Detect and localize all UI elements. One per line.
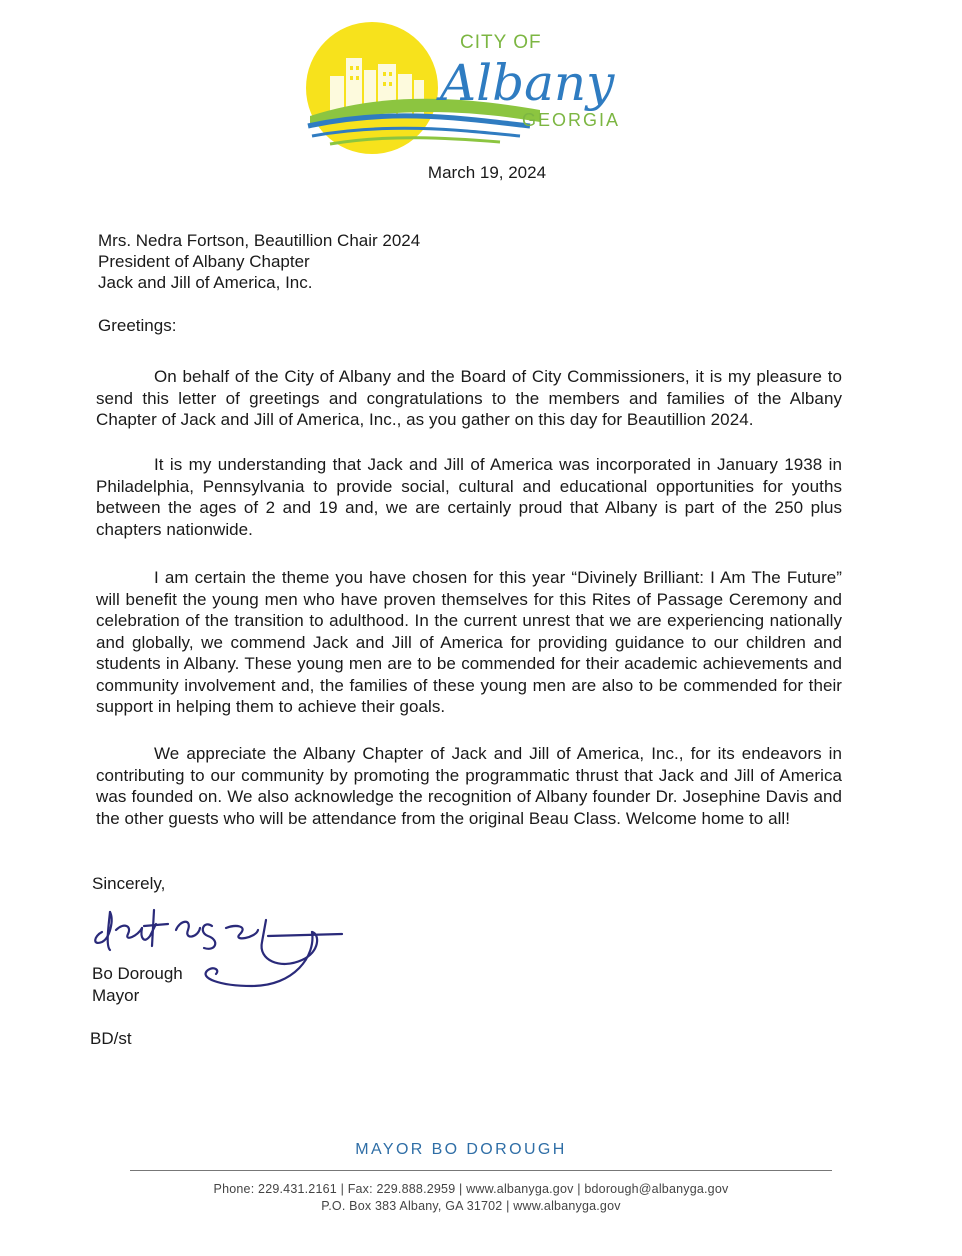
recipient-line-3: Jack and Jill of America, Inc. <box>98 273 313 292</box>
footer-address-line: P.O. Box 383 Albany, GA 31702 | www.albanyga.gov <box>321 1199 621 1213</box>
recipient-line-2: President of Albany Chapter <box>98 252 310 271</box>
signer-block <box>92 963 183 1007</box>
logo-albany-text: Albany <box>440 54 615 112</box>
footer-divider <box>130 1170 832 1171</box>
logo-georgia-text: GEORGIA <box>522 110 621 130</box>
footer-contact-line: Phone: 229.431.2161 | Fax: 229.888.2959 | www.albanyga.gov | bdorough@albanyga.gov <box>213 1182 729 1196</box>
body-paragraph-3: I am certain the theme you have chosen for this year “Divinely Brilliant: I Am The Future” will benefit the young men who have proven themselves for this Rites of Passage Ceremony and celebration of the transition to adulthood. In the current unrest that we are experiencing nationally and globally, we commend Jack and Jill of America for providing guidance to our children and students in Albany. These young men are to be commended for their academic achievements and community involvement and, the families of these young men are also to be commended for their support in helping them to achieve their goals. <box>96 568 842 716</box>
recipient-line-1: Mrs. Nedra Fortson, Beautillion Chair 2024 <box>98 231 421 250</box>
footer-title: MAYOR BO DOROUGH <box>355 1141 567 1158</box>
letter-date: March 19, 2024 <box>427 163 547 182</box>
signer-name: Bo Dorough <box>92 964 183 983</box>
body-paragraph-4: We appreciate the Albany Chapter of Jack and Jill of America, Inc., for its endeavors in contributing to our community by promoting the programmatic thrust that Jack and Jill of America was founded on. We also acknowledge the recognition of Albany founder Dr. Josephine Davis and the other guests who will be attendance from the original Beau Class. Welcome home to all! <box>96 744 842 828</box>
signer-title: Mayor <box>92 986 140 1005</box>
complimentary-close: Sincerely, <box>92 874 166 893</box>
body-paragraph-1: On behalf of the City of Albany and the Board of City Commissioners, it is my pleasure to send this letter of greetings and congratulations to the members and families of the Albany Chapter of Jack and Jill of America, Inc., as you gather on this day for Beautillion 2024. <box>96 367 842 429</box>
city-of-albany-logo <box>300 18 650 158</box>
body-paragraph-2: It is my understanding that Jack and Jill of America was incorporated in January 1938 in Philadelphia, Pennsylvania to provide social, cultural and educational opportunities for youths between the ages of 2 and 19 and, we are certainly proud that Albany is part of the 250 plus chapters nationwide. <box>96 455 842 539</box>
logo-city-of-text: CITY OF <box>460 32 542 53</box>
typist-initials: BD/st <box>90 1029 132 1048</box>
salutation: Greetings: <box>98 316 177 335</box>
recipient-address <box>98 230 420 293</box>
